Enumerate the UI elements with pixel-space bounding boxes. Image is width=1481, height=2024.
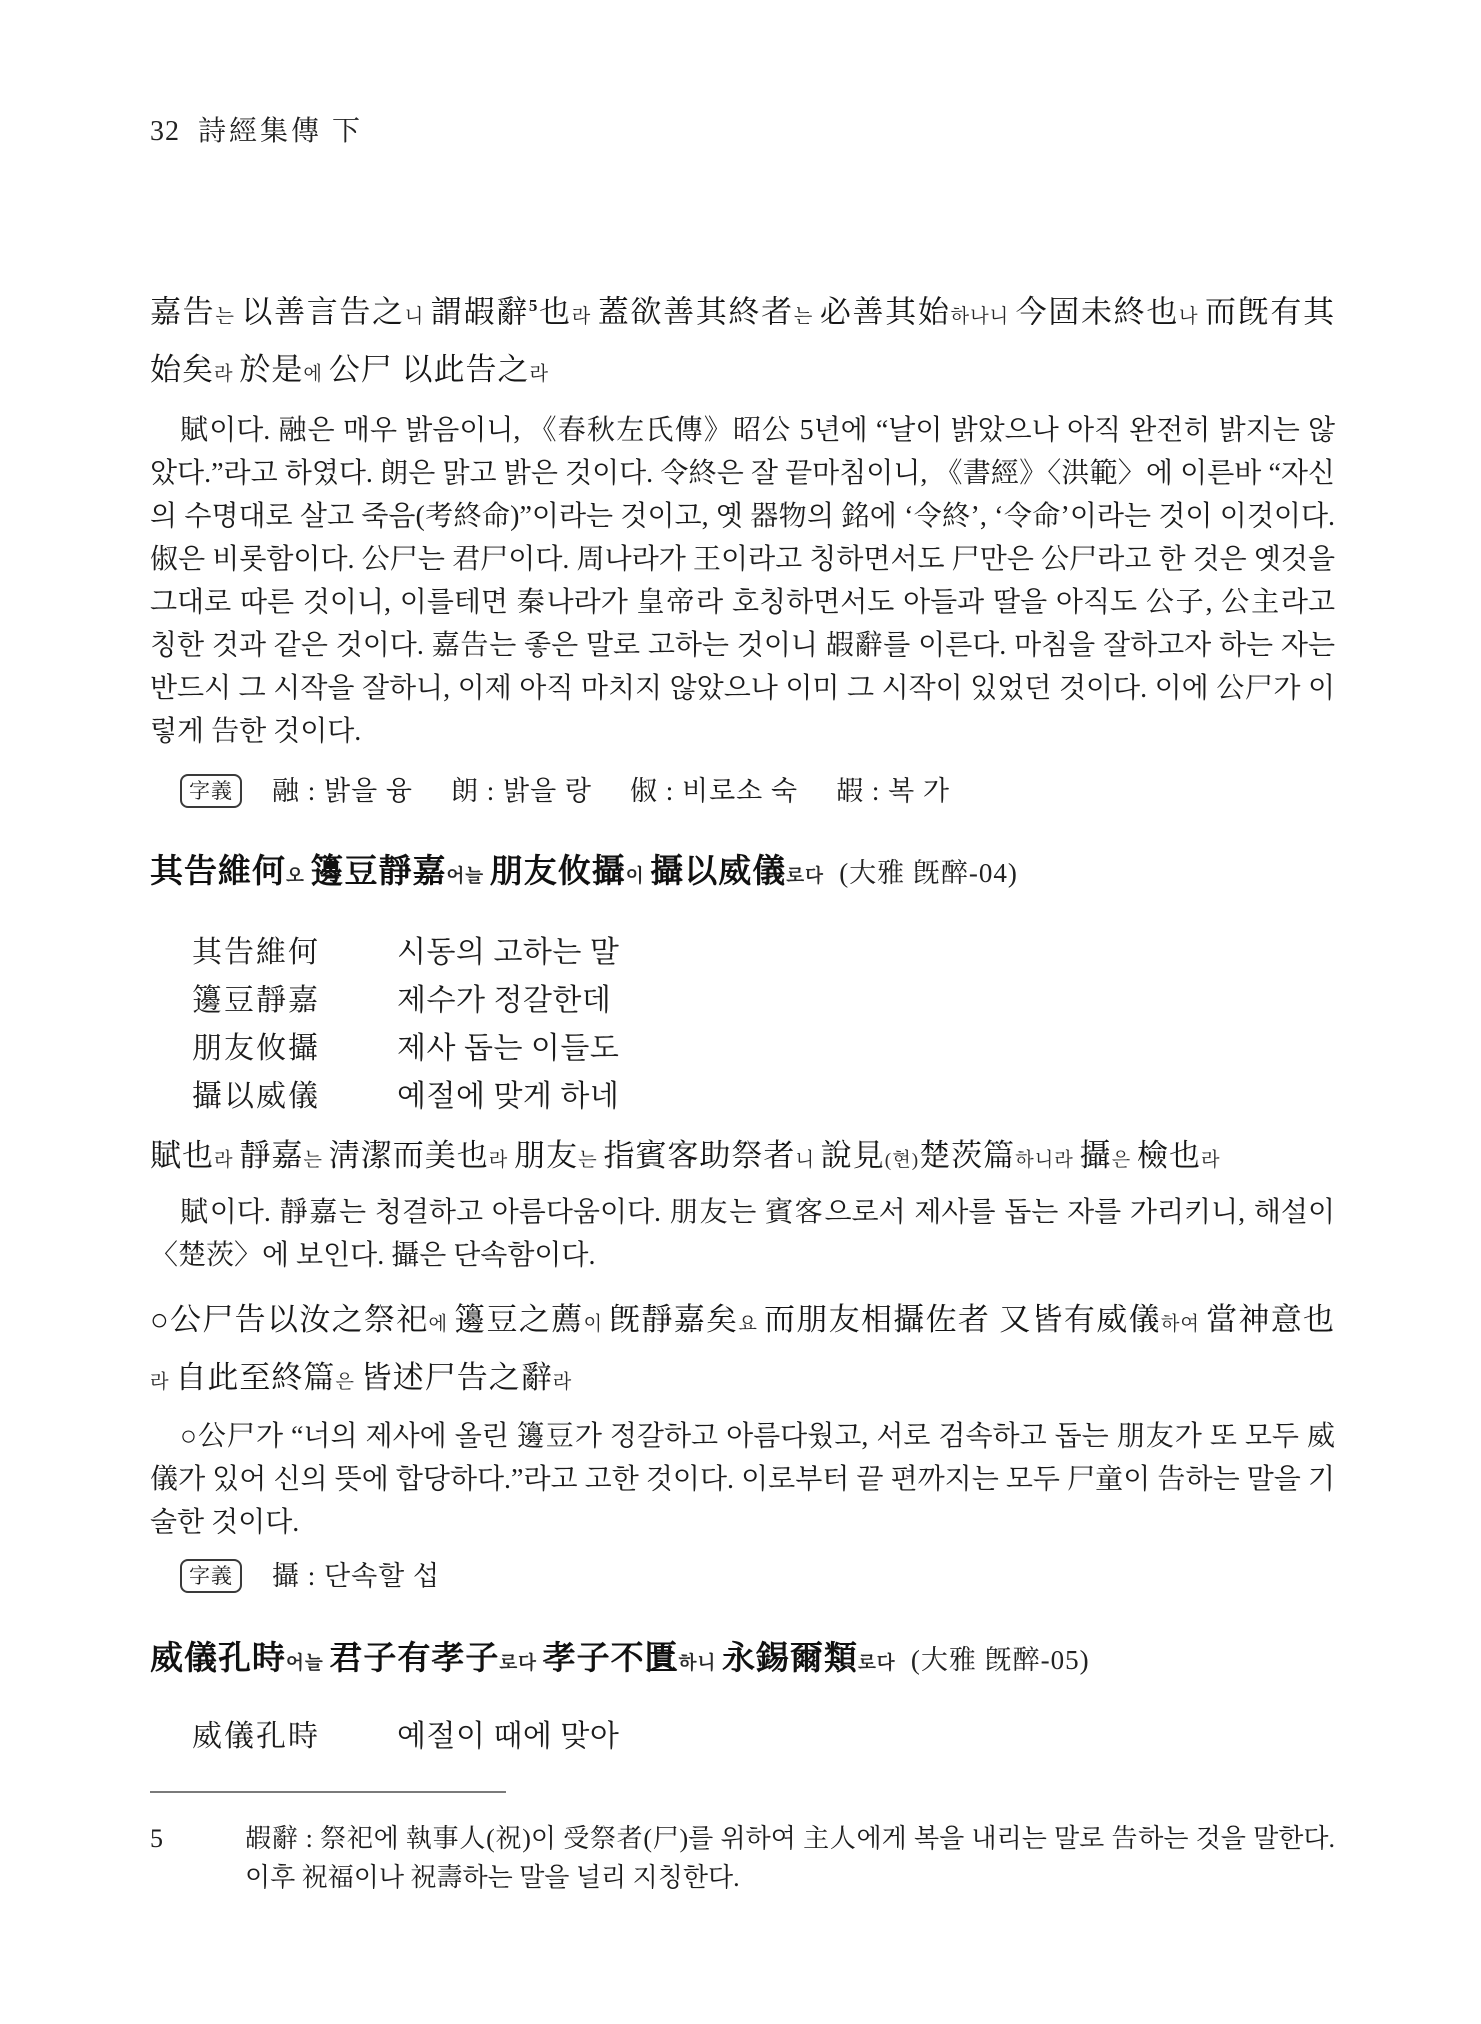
text-segment: 어늘 (286, 1653, 330, 1674)
text-segment: 孝子不匱 (542, 1641, 679, 1678)
text-segment: 하니라 (1015, 1150, 1080, 1172)
text-segment: 而朋友相攝佐者 又皆有威儀 (764, 1302, 1161, 1338)
text-segment: 이 (583, 1314, 610, 1336)
verse-hanja: 籩豆靜嘉 (192, 984, 320, 1018)
text-segment: 於是 (239, 352, 304, 388)
verse-row (192, 1025, 1335, 1073)
text-segment: 하니 (678, 1653, 722, 1674)
translation-paragraph-2: 賦이다. 靜嘉는 청결하고 아름다움이다. 朋友는 賓客으로서 제사를 돕는 자를 가리키니, 해설이 〈楚茨〉에 보인다. 攝은 단속함이다. (150, 1197, 1335, 1272)
text-segment: 今固未終也 (1015, 294, 1180, 330)
text-segment: 라 (571, 306, 598, 328)
text-segment: 은 (1111, 1150, 1137, 1172)
text-segment: ○公尸告以汝之祭祀 (150, 1302, 429, 1338)
book-title: 詩經集傳 下 (198, 116, 364, 147)
text-segment: 는 (578, 1150, 604, 1172)
text-segment: 皆述尸告之辭 (360, 1360, 553, 1396)
verse-korean: 시동의 고하는 말 (397, 936, 620, 970)
text-segment: 攝 (1079, 1138, 1112, 1174)
jaui-entry: 融 : 밝을 융 (272, 776, 413, 807)
text-segment: 는 (303, 1150, 329, 1172)
text-segment: 라 (214, 364, 240, 386)
footnote-text: 嘏辭 : 祭祀에 執事人(祝)이 受祭者(尸)를 위하여 主人에게 복을 내리는 말로 告하는 것을 말한다. 이후 祝福이나 祝壽하는 말을 널리 지칭한다. (245, 1824, 1335, 1893)
text-segment: 에 (428, 1314, 455, 1336)
jaui-entry: 嘏 : 복 가 (836, 776, 951, 807)
text-segment: 로다 (499, 1653, 543, 1674)
jaui-label-box: 字義 (180, 1559, 242, 1593)
text-segment: 어늘 (446, 866, 490, 887)
verse-heading-text (150, 854, 824, 890)
text-segment: 檢也 (1136, 1138, 1201, 1174)
text-segment: 라 (214, 1150, 240, 1172)
text-segment: 니 (795, 1150, 821, 1172)
verse-heading-text (150, 1641, 896, 1677)
verse-korean: 예절에 맞게 하네 (397, 1080, 620, 1114)
text-segment: 니 (404, 306, 431, 328)
text-segment: 必善其始 (819, 294, 951, 330)
text-segment: 蓋欲善其終者 (597, 294, 794, 330)
text-segment: 而旣有其始矣 (150, 294, 1336, 388)
text-segment: 以善言告之 (241, 294, 405, 330)
text-segment: 에 (303, 364, 329, 386)
footnote-separator (150, 1791, 506, 1793)
text-segment: 로다 (857, 1653, 896, 1674)
text-segment: 君子有孝子 (329, 1641, 500, 1678)
annotation-paragraph-1 (150, 279, 1335, 401)
text-segment: 요 (738, 1314, 765, 1336)
verse-reference: (大雅 旣醉-05) (910, 1645, 1090, 1676)
text-segment: 嘉告 (150, 294, 216, 330)
text-segment: 賦也 (150, 1138, 214, 1174)
page-number: 32 (150, 116, 180, 147)
jaui-line-1 (180, 773, 1335, 809)
text-segment: 이 (625, 866, 651, 887)
annotation-paragraph-2 (150, 1129, 1335, 1187)
jaui-entry: 俶 : 비로소 숙 (630, 776, 799, 807)
verse-hanja: 攝以威儀 (192, 1080, 320, 1114)
text-segment: 오 (286, 866, 311, 887)
text-segment: 朋友 (514, 1138, 579, 1174)
text-segment: 라 (1200, 1150, 1221, 1172)
text-segment: 公尸 以此告之 (328, 352, 530, 388)
footnote-number: 5 (150, 1824, 163, 1854)
text-segment: 라 (529, 364, 550, 386)
text-segment: 攝以威儀 (650, 854, 787, 891)
verse-row (192, 929, 1335, 977)
text-segment: 로다 (786, 866, 824, 887)
text-segment: 하여 (1160, 1314, 1207, 1336)
verse-table-1 (192, 929, 1335, 1121)
annotation-paragraph-3 (150, 1293, 1335, 1409)
text-segment: 籩豆靜嘉 (310, 854, 447, 891)
text-segment: 楚茨篇 (919, 1138, 1016, 1174)
text-segment: 永錫爾類 (721, 1641, 858, 1678)
verse-row (192, 1713, 1335, 1761)
text-segment: 說見 (820, 1138, 885, 1174)
text-segment: 指賓客助祭者 (603, 1138, 796, 1174)
footnote (150, 1819, 1335, 1897)
text-segment: 朋友攸攝 (489, 854, 626, 891)
text-segment: 旣靜嘉矣 (609, 1302, 739, 1338)
verse-heading-1 (150, 847, 1335, 901)
text-segment: 也 (538, 294, 572, 330)
verse-row (192, 977, 1335, 1025)
text-segment: 籩豆之薦 (454, 1302, 584, 1338)
text-segment: 는 (215, 306, 242, 328)
text-segment: 은 (335, 1372, 361, 1394)
text-segment: 하나니 (950, 306, 1016, 328)
translation-paragraph-1: 賦이다. 融은 매우 밝음이니, 《春秋左氏傳》昭公 5년에 “날이 밝았으나 아직 완전히 밝지는 않았다.”라고 하였다. 朗은 맑고 밝은 것이다. 令終은 잘 끝마침이니, 《書經》〈洪範〉에 이른바 “자신의 수명대로 살고 죽음(考終命)”이라는 것이고, 옛 器物의 銘에 ‘令終’, ‘令命’이라는 것이 이것이다. 俶은 비롯함이다. 公尸는 君尸이다. 周나라가 王이라고 칭하면서도 尸만은 公尸라고 한 것은 옛것을 그대로 따른 것이니, 이를테면 秦나라가 皇帝라 호칭하면서도 아들과 딸을 아직도 公子, 公主라고 칭한 것과 같은 것이다. 嘉告는 좋은 말로 고하는 것이니 嘏辭를 이른다. 마침을 잘하고자 하는 자는 반드시 그 시작을 잘하니, 이제 아직 마치지 않았으나 이미 그 시작이 있었던 것이다. 이에 公尸가 이렇게 告한 것이다. (150, 415, 1335, 748)
jaui-line-2 (180, 1558, 1335, 1594)
verse-table-2 (192, 1713, 1335, 1761)
verse-korean: 제수가 정갈한데 (397, 984, 612, 1018)
text-segment: 라 (488, 1150, 515, 1172)
verse-reference: (大雅 旣醉-04) (839, 858, 1018, 889)
text-segment: 謂嘏辭 (430, 294, 529, 330)
text-segment: (현) (884, 1150, 920, 1172)
verse-hanja: 朋友攸攝 (192, 1032, 320, 1066)
text-segment: 라 (552, 1372, 573, 1394)
verse-korean: 예절이 때에 맞아 (397, 1720, 620, 1754)
jaui-entry: 朗 : 밝을 랑 (451, 776, 592, 807)
verse-hanja: 其告維何 (192, 936, 320, 970)
verse-row (192, 1073, 1335, 1121)
verse-korean: 제사 돕는 이들도 (397, 1032, 620, 1066)
verse-heading-2 (150, 1634, 1335, 1688)
jaui-label-box: 字義 (180, 774, 242, 808)
verse-hanja: 威儀孔時 (192, 1720, 320, 1754)
text-segment: 5 (528, 296, 539, 315)
text-segment: 라 (150, 1372, 176, 1394)
translation-paragraph-3: ○公尸가 “너의 제사에 올린 籩豆가 정갈하고 아름다웠고, 서로 검속하고 돕는 朋友가 또 모두 威儀가 있어 신의 뜻에 합당하다.”라고 고한 것이다. 이로부터 끝 편까지는 모두 尸童이 告하는 말을 기술한 것이다. (150, 1421, 1335, 1539)
text-segment: 나 (1179, 306, 1206, 328)
text-segment: 其告維何 (150, 854, 286, 891)
text-segment: 靜嘉 (239, 1138, 304, 1174)
page-header (150, 115, 1335, 149)
text-segment: 當神意也 (1206, 1302, 1336, 1338)
text-segment: 淸潔而美也 (328, 1138, 489, 1174)
text-segment: 威儀孔時 (150, 1641, 286, 1678)
text-segment: 는 (793, 306, 820, 328)
jaui-entry: 攝 : 단속할 섭 (272, 1561, 441, 1592)
text-segment: 自此至終篇 (175, 1360, 336, 1396)
